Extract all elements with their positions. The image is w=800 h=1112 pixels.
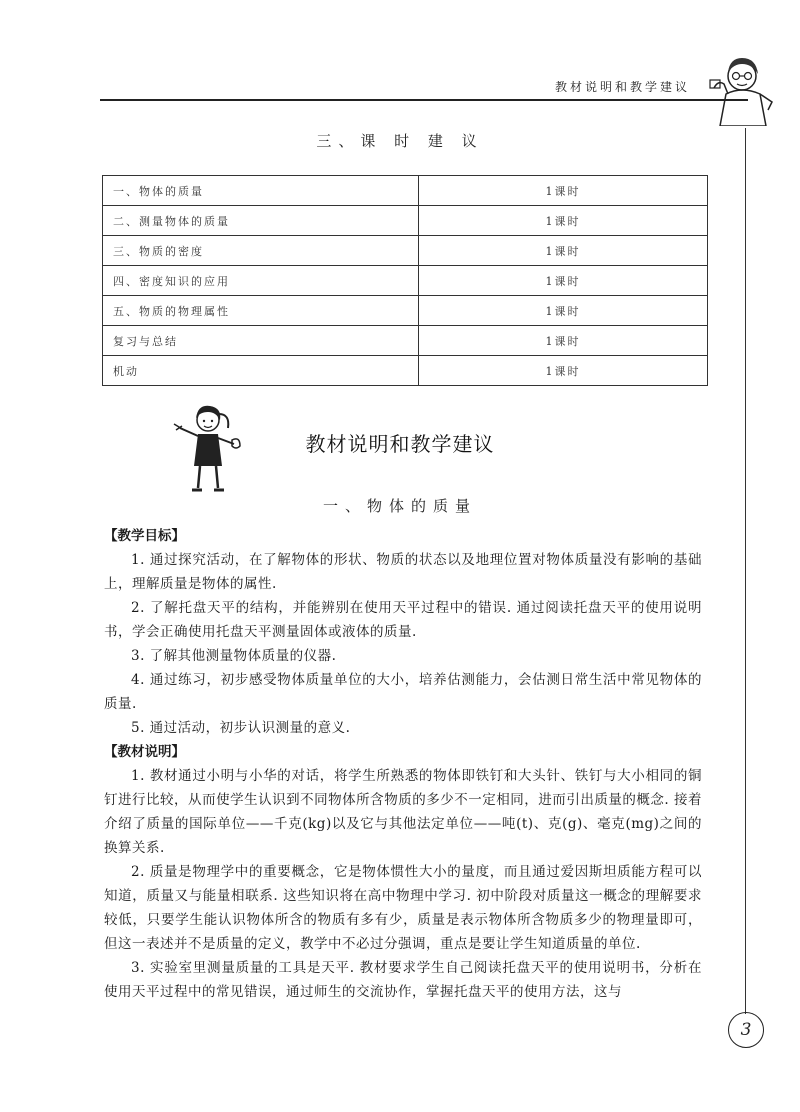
notes-heading: 【教材说明】: [104, 744, 185, 760]
table-row: [103, 236, 708, 266]
table-row: [103, 356, 708, 386]
table-row: [103, 326, 708, 356]
goal-paragraph: 3. 了解其他测量物体质量的仪器.: [131, 648, 337, 664]
section-title-schedule: 三、课 时 建 议: [316, 132, 484, 150]
right-margin-rule: [745, 128, 746, 1014]
table-cell-topic: 四、密度知识的应用: [103, 266, 419, 296]
table-cell-hours: 1课时: [419, 206, 708, 236]
goal-paragraph: 2. 了解托盘天平的结构，并能辨别在使用天平过程中的错误. 通过阅读托盘天平的使用说明书，学会正确使用托盘天平测量固体或液体的质量.: [104, 600, 702, 640]
table-cell-topic: 二、测量物体的质量: [103, 206, 419, 236]
note-paragraph: 3. 实验室里测量质量的工具是天平. 教材要求学生自己阅读托盘天平的使用说明书，分析在使用天平过程中的常见错误，通过师生的交流协作，掌握托盘天平的使用方法，这与: [104, 960, 702, 1000]
running-header-title: 教材说明和教学建议: [555, 80, 691, 94]
table-cell-topic: 机动: [103, 356, 419, 386]
goal-paragraph: 4. 通过练习，初步感受物体质量单位的大小，培养估测能力，会估测日常生活中常见物体的质量.: [104, 672, 702, 712]
table-cell-topic: 五、物质的物理属性: [103, 296, 419, 326]
table-row: [103, 206, 708, 236]
body-text: [104, 524, 702, 1004]
table-row: [103, 266, 708, 296]
goals-heading: 【教学目标】: [104, 528, 185, 544]
note-paragraph: 2. 质量是物理学中的重要概念，它是物体惯性大小的量度，而且通过爱因斯坦质能方程可以知道，质量又与能量相联系. 这些知识将在高中物理中学习. 初中阶段对质量这一概念的理解要求较低，只要学生能认识物体所含的物质有多有少，质量是表示物体所含物质多少的物理量即可，但这一表述并不是质量的定义，教学中不必过分强调，重点是要让学生知道质量的单位.: [104, 864, 702, 952]
chapter-title: 教材说明和教学建议: [305, 432, 495, 456]
table-cell-hours: 1课时: [419, 176, 708, 206]
table-cell-hours: 1课时: [419, 356, 708, 386]
page-number: 3: [728, 1012, 764, 1048]
goal-paragraph: 1. 通过探究活动，在了解物体的形状、物质的状态以及地理位置对物体质量没有影响的基础上，理解质量是物体的属性.: [104, 552, 702, 592]
table-row: [103, 176, 708, 206]
table-cell-hours: 1课时: [419, 326, 708, 356]
header-rule: [100, 99, 748, 101]
goal-paragraph: 5. 通过活动，初步认识测量的意义.: [131, 720, 351, 736]
table-cell-topic: 复习与总结: [103, 326, 419, 356]
table-cell-topic: 三、物质的密度: [103, 236, 419, 266]
schedule-table: [102, 175, 708, 386]
table-cell-topic: 一、物体的质量: [103, 176, 419, 206]
table-cell-hours: 1课时: [419, 266, 708, 296]
table-cell-hours: 1课时: [419, 296, 708, 326]
teacher-mascot-illustration: [708, 50, 778, 126]
section-title-mass: 一、物体的质量: [322, 497, 477, 515]
table-row: [103, 296, 708, 326]
note-paragraph: 1. 教材通过小明与小华的对话，将学生所熟悉的物体即铁钉和大头针、铁钉与大小相同的铜钉进行比较，从而使学生认识到不同物体所含物质的多少不一定相同，进而引出质量的概念. 接着介绍了质量的国际单位——千克(kg)以及它与其他法定单位——吨(t)、克(g)、毫克(mg)之间的换算关系.: [104, 768, 702, 856]
table-cell-hours: 1课时: [419, 236, 708, 266]
